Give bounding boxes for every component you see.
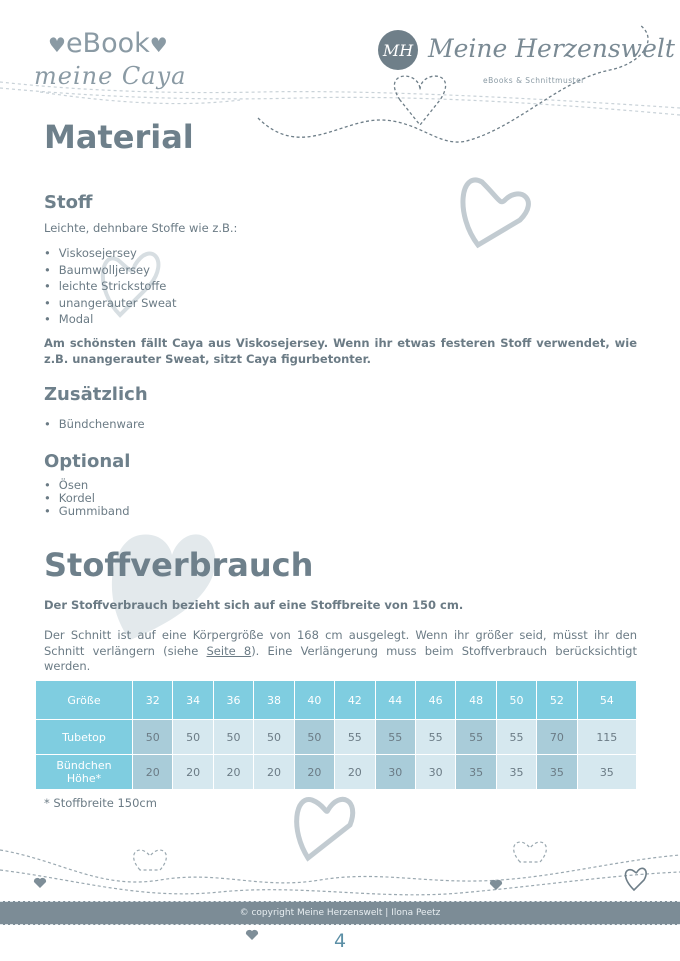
table-cell: 55 [496,720,536,755]
table-cell: 20 [213,755,253,790]
footer-copyright-bar [0,901,680,925]
table-cell: 20 [335,755,375,790]
zusaetzlich-list [44,416,145,433]
row-label-line: Bündchen [56,759,112,772]
size-header-cell: Größe [36,681,133,720]
list-item: • Kordel [44,492,130,505]
table-cell: 50 [294,720,334,755]
table-cell: 30 [375,755,415,790]
size-cell: 42 [335,681,375,720]
size-cell: 36 [213,681,253,720]
size-cell: 40 [294,681,334,720]
size-cell: 54 [577,681,636,720]
size-cell: 50 [496,681,536,720]
table-cell: 55 [335,720,375,755]
size-cell: 52 [537,681,577,720]
page-8-link[interactable]: Seite 8 [206,643,252,658]
list-item: • Gummiband [44,505,130,518]
table-row [36,755,637,790]
row-label-line: Höhe* [66,772,102,785]
optional-list [44,479,130,518]
table-cell: 50 [173,720,213,755]
size-cell: 38 [254,681,294,720]
brand-logo: MH [378,30,418,70]
page-title: Material [44,118,194,156]
ebook-subtitle: meine Caya [34,62,187,90]
list-item: • leichte Strickstoffe [44,278,176,295]
table-cell: 20 [254,755,294,790]
table-cell: 50 [213,720,253,755]
table-cell: 35 [496,755,536,790]
fabric-consumption-table [35,680,637,790]
list-item: • Ösen [44,479,130,492]
section-title-stoffverbrauch: Stoffverbrauch [44,546,314,584]
table-cell: 55 [375,720,415,755]
heart-icon [626,868,647,890]
list-item: • Bündchenware [44,416,145,433]
list-item: • unangerauter Sweat [44,295,176,312]
table-cell: 20 [294,755,334,790]
table-cell: 50 [133,720,173,755]
ebook-label [48,28,168,59]
copyright-text: © copyright Meine Herzenswelt | Ilona Peetz [239,908,441,918]
table-cell: 35 [456,755,496,790]
table-cell: 20 [133,755,173,790]
paragraph-text: ). Eine Verlängerung muss beim Stoffverbrauch berücksichtigt werden. [44,643,637,673]
table-footnote: * Stoffbreite 150cm [44,796,157,810]
stoff-note: Am schönsten fällt Caya aus Viskosejersey. Wenn ihr etwas festeren Stoff verwendet, wie z.B. unangerauter Sweat, sitzt Caya figurbetonter. [44,336,637,366]
size-cell: 34 [173,681,213,720]
table-cell: 20 [173,755,213,790]
size-cell: 48 [456,681,496,720]
paragraph-text: Der Schnitt ist auf eine Körpergröße von 168 cm ausgelegt. Wenn ihr größer seid, müsst ihr den Schnitt verlängern (siehe [44,628,637,658]
table-cell: 50 [254,720,294,755]
list-item: • Viskosejersey [44,245,176,262]
table-cell: 115 [577,720,636,755]
stoff-list [44,245,176,328]
row-label-tubetop: Tubetop [36,720,133,755]
brand-name: Meine Herzenswelt [428,34,675,63]
row-label-buendchen [36,755,133,790]
heart-icon [463,180,528,245]
table-cell: 55 [456,720,496,755]
list-item: • Baumwolljersey [44,262,176,279]
section-heading-stoff: Stoff [44,192,93,213]
table-cell: 70 [537,720,577,755]
section-heading-optional: Optional [44,451,131,472]
heart-icon: ♥ [149,33,168,57]
table-cell: 30 [415,755,455,790]
stoffverbrauch-note: Der Stoffverbrauch bezieht sich auf eine Stoffbreite von 150 cm. [44,598,464,612]
size-cell: 32 [133,681,173,720]
table-cell: 35 [577,755,636,790]
brand-tagline: eBooks & Schnittmuster [483,76,585,85]
size-cell: 44 [375,681,415,720]
table-cell: 35 [537,755,577,790]
ebook-label-text: eBook [65,28,150,59]
table-header-row [36,681,637,720]
heart-icon: ♥ [48,33,66,57]
table-row [36,720,637,755]
size-cell: 46 [415,681,455,720]
section-heading-zusaetzlich: Zusätzlich [44,384,148,405]
list-item: • Modal [44,311,176,328]
table-cell: 55 [415,720,455,755]
stoff-intro: Leichte, dehnbare Stoffe wie z.B.: [44,221,238,235]
heart-icon [297,799,353,858]
page-number: 4 [334,930,347,952]
stoffverbrauch-paragraph [44,628,637,675]
